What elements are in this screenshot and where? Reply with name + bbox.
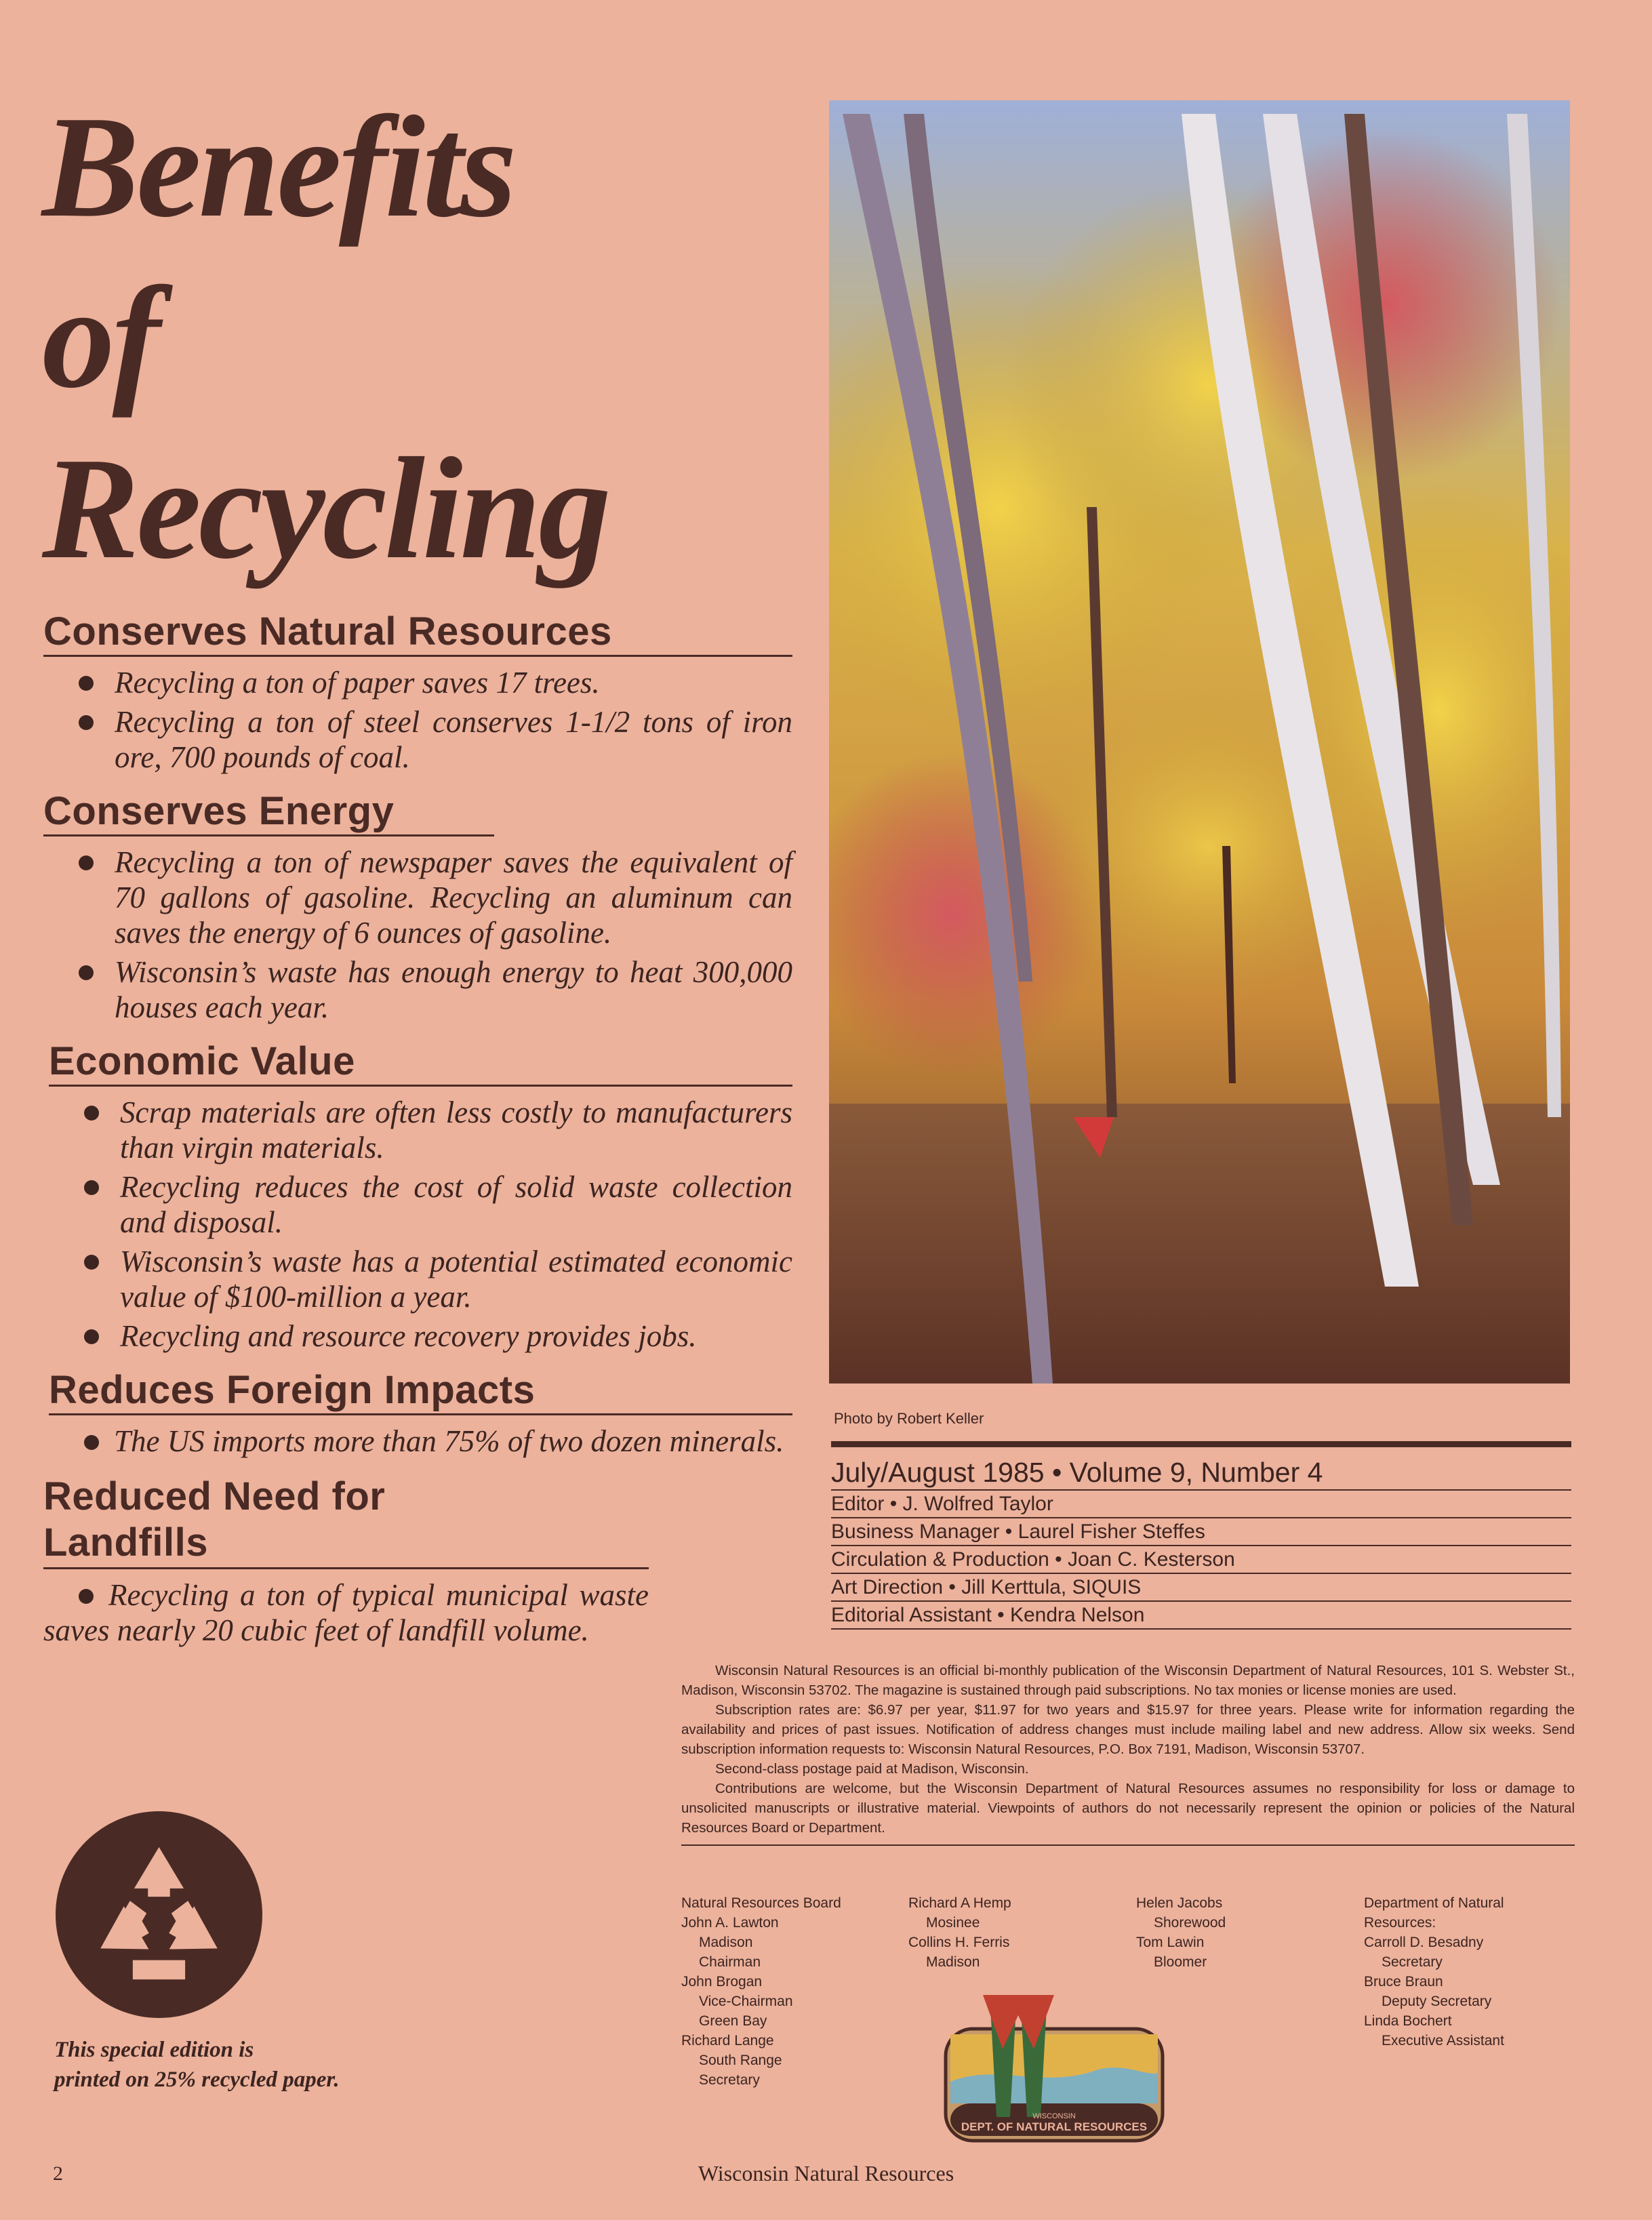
bullet-icon [79,715,94,730]
dept-member: Carroll D. Besadny [1364,1935,1484,1950]
board-member: Tom Lawin [1136,1935,1205,1950]
heading-line-2: Landfills [43,1520,208,1565]
board-member: Collins H. Ferris [908,1935,1010,1950]
board-detail: Chairman [699,1954,761,1970]
board-detail: Secretary [699,2072,760,2088]
dept-detail: Deputy Secretary [1382,1994,1492,2009]
department-column [1364,1893,1504,2051]
dept-heading: Resources: [1364,1915,1436,1931]
section-text [49,1424,792,1459]
section-heading: Conserves Energy [43,790,494,836]
bullet-icon [84,1180,99,1195]
board-detail: Madison [926,1954,980,1970]
staff-row-editorial: Editorial Assistant • Kendra Nelson [831,1602,1571,1630]
board-detail: Green Bay [699,2013,767,2029]
bullet-icon [84,1255,99,1270]
recycle-icon [56,1811,262,2018]
list-item-text: Recycling a ton of newspaper saves the equivalent of 70 gallons of gasoline. Recycling an aluminum can saves the energy of 6 ounces of gasoline. [115,845,792,950]
info-paragraph: Second-class postage paid at Madison, Wisconsin. [715,1761,1029,1777]
bullet-icon [84,1106,99,1121]
board-detail: Shorewood [1154,1915,1226,1931]
heading-line-1: Reduced Need for [43,1474,386,1518]
list-item [49,1095,792,1165]
list-item [49,1169,792,1240]
section-foreign-impacts [49,1369,792,1459]
special-edition-note [54,2035,340,2095]
special-edition-line-2: printed on 25% recycled paper. [54,2067,340,2092]
forest-photo [829,100,1570,1384]
title-line-3: Recycling [42,427,609,589]
staff-row-circulation: Circulation & Production • Joan C. Kesterson [831,1546,1571,1574]
section-natural-resources [43,610,792,775]
section-heading: Reduces Foreign Impacts [49,1369,792,1415]
board-column-2 [908,1893,1011,1972]
dept-member: Linda Bochert [1364,2013,1452,2029]
board-member: Richard A Hemp [908,1895,1011,1911]
publication-info [681,1661,1575,1846]
board-member: Richard Lange [681,2033,774,2049]
page-title [42,81,788,594]
board-column-1 [681,1893,841,2090]
dept-detail: Secretary [1382,1954,1443,1970]
page-number: 2 [53,2162,63,2185]
section-economic-value [49,1040,792,1354]
dnr-logo-line-1: WISCONSIN [1032,2112,1076,2120]
bullet-icon [84,1435,99,1450]
info-paragraph: Contributions are welcome, but the Wisconsin Department of Natural Resources assumes no responsibility for loss or damage to unsolicited manuscripts or illustrative material. Viewpoints of authors do not necessarily represent the opinion or policies of the Natural Resources Board or Department. [681,1781,1575,1836]
board-detail: Vice-Chairman [699,1994,793,2009]
dnr-logo-line-2: DEPT. OF NATURAL RESOURCES [961,2120,1148,2133]
section-heading [43,1474,649,1569]
title-line-2: of [42,256,159,418]
section-heading: Economic Value [49,1040,792,1087]
dnr-logo [942,1988,1166,2144]
board-detail: Mosinee [926,1915,980,1931]
section-landfills [43,1474,649,1648]
benefits-column [43,610,792,1663]
dept-member: Bruce Braun [1364,1974,1443,1990]
list-item [43,845,792,950]
footer-publication-name: Wisconsin Natural Resources [698,2161,954,2185]
masthead-rule [831,1441,1571,1447]
list-item-text: Scrap materials are often less costly to manufacturers than virgin materials. [120,1095,792,1165]
bullet-list [43,845,792,1025]
bullet-icon [79,855,94,870]
bullet-icon [79,676,94,691]
bullet-icon [79,1589,94,1604]
list-item [43,704,792,775]
board-member: John Brogan [681,1974,763,1990]
section-energy [43,790,792,1025]
list-item-text: Recycling a ton of steel conserves 1-1/2 tons of iron ore, 700 pounds of coal. [115,705,792,774]
masthead [831,1441,1571,1630]
section-text-content: The US imports more than 75% of two dozen minerals. [114,1424,784,1458]
section-heading: Conserves Natural Resources [43,610,792,657]
special-edition-line-1: This special edition is [54,2038,254,2062]
staff-row-editor: Editor • J. Wolfred Taylor [831,1491,1571,1518]
info-paragraph: Wisconsin Natural Resources is an official bi-monthly publication of the Wisconsin Department of Natural Resources, 101 S. Webster St., Madison, Wisconsin 53702. The magazine is sustained through paid subscriptions. No tax monies or license monies are used. [681,1663,1575,1698]
bullet-list [49,1095,792,1354]
list-item [49,1244,792,1314]
section-text [43,1577,649,1648]
info-paragraph: Subscription rates are: $6.97 per year, $11.97 for two years and $15.97 for three years. Please write for information regarding the availability and prices of past issues. Notification of address changes must include mailing label and new address. Allow six weeks. Send subscription information requests to: Wisconsin Natural Resources, P.O. Box 7191, Madison, Wisconsin 53707. [681,1702,1575,1757]
dept-detail: Executive Assistant [1382,2033,1504,2049]
title-line-1: Benefits [42,85,515,247]
list-item-text: Recycling reduces the cost of solid waste collection and disposal. [120,1170,792,1239]
bullet-icon [79,965,94,980]
staff-row-business: Business Manager • Laurel Fisher Steffes [831,1518,1571,1546]
issue-line: July/August 1985 • Volume 9, Number 4 [831,1457,1571,1491]
list-item [49,1318,792,1354]
dept-heading: Department of Natural [1364,1895,1504,1911]
board-heading: Natural Resources Board [681,1895,841,1911]
board-detail: Bloomer [1154,1954,1207,1970]
list-item-text: Recycling and resource recovery provides jobs. [120,1319,697,1353]
list-item-text: Wisconsin’s waste has enough energy to heat 300,000 houses each year. [115,955,792,1024]
list-item-text: Wisconsin’s waste has a potential estimated economic value of $100-million a year. [120,1245,792,1314]
list-item-text: Recycling a ton of paper saves 17 trees. [115,666,600,700]
photo-credit: Photo by Robert Keller [834,1410,984,1427]
board-member: John A. Lawton [681,1915,779,1931]
bullet-icon [84,1329,99,1344]
list-item [43,665,792,700]
bullet-list [43,665,792,775]
list-item [43,954,792,1025]
section-text-content: Recycling a ton of typical municipal waste saves nearly 20 cubic feet of landfill volume. [43,1578,649,1647]
board-column-3 [1136,1893,1226,1972]
board-member: Helen Jacobs [1136,1895,1223,1911]
board-detail: Madison [699,1935,753,1950]
board-detail: South Range [699,2053,782,2068]
staff-row-art: Art Direction • Jill Kerttula, SIQUIS [831,1574,1571,1602]
